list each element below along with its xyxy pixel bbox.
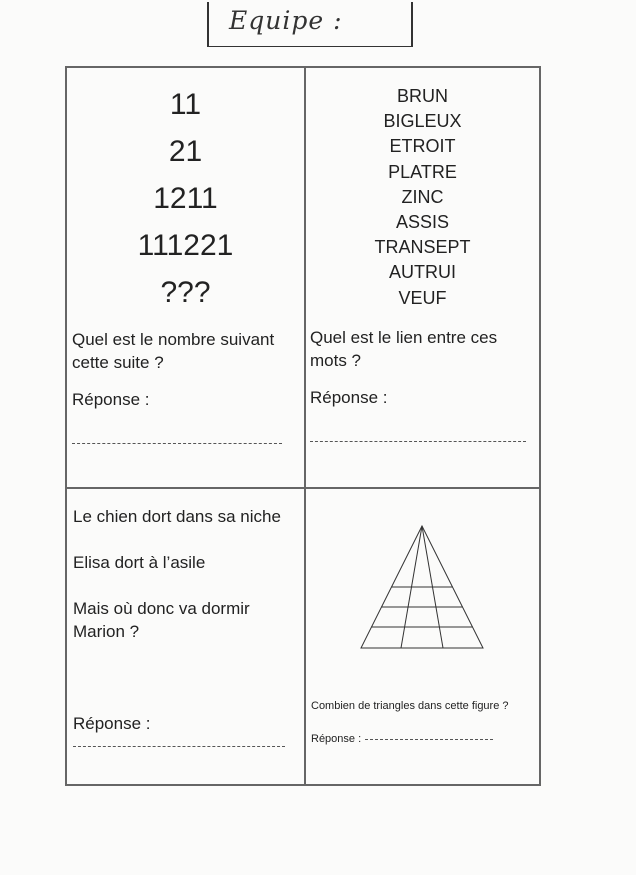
answer-label: Réponse : — [311, 733, 362, 745]
answer-line[interactable] — [72, 443, 282, 444]
word-item: BRUN — [396, 86, 448, 106]
word-item: ETROIT — [389, 136, 456, 156]
sequence-item: 1211 — [153, 182, 218, 215]
word-item: ZINC — [401, 187, 444, 207]
riddle-line: Marion ? — [73, 622, 140, 641]
sequence-item: 21 — [168, 135, 203, 168]
question-text: mots ? — [310, 351, 362, 370]
word-item: ASSIS — [395, 212, 450, 232]
team-label: Equipe : — [229, 6, 343, 35]
sequence-item: ??? — [160, 276, 211, 309]
word-item: PLATRE — [388, 162, 457, 182]
word-item: VEUF — [398, 288, 447, 308]
answer-label: Réponse : — [310, 388, 388, 407]
question-text: cette suite ? — [72, 353, 164, 372]
answer-line[interactable] — [310, 441, 526, 442]
sequence-item: 111221 — [137, 229, 234, 262]
answer-line[interactable] — [73, 746, 285, 747]
triangle-figure-icon — [357, 524, 487, 654]
word-item: TRANSEPT — [374, 237, 471, 257]
answer-label: Réponse : — [73, 714, 151, 733]
sequence-item: 11 — [169, 88, 202, 121]
riddle-line: Le chien dort dans sa niche — [73, 507, 281, 526]
answer-label: Réponse : — [72, 390, 150, 409]
puzzle-grid — [65, 66, 541, 786]
question-text: Quel est le lien entre ces — [310, 328, 498, 347]
riddle-line: Elisa dort à l’asile — [73, 553, 206, 572]
team-name-box[interactable] — [207, 2, 413, 47]
word-item: BIGLEUX — [383, 111, 462, 131]
riddle-line: Mais où donc va dormir — [73, 599, 250, 618]
question-text: Quel est le nombre suivant — [72, 330, 275, 349]
word-item: AUTRUI — [389, 262, 456, 282]
question-text: Combien de triangles dans cette figure ? — [311, 700, 509, 712]
answer-line[interactable] — [365, 739, 493, 740]
horizontal-divider — [67, 487, 539, 489]
